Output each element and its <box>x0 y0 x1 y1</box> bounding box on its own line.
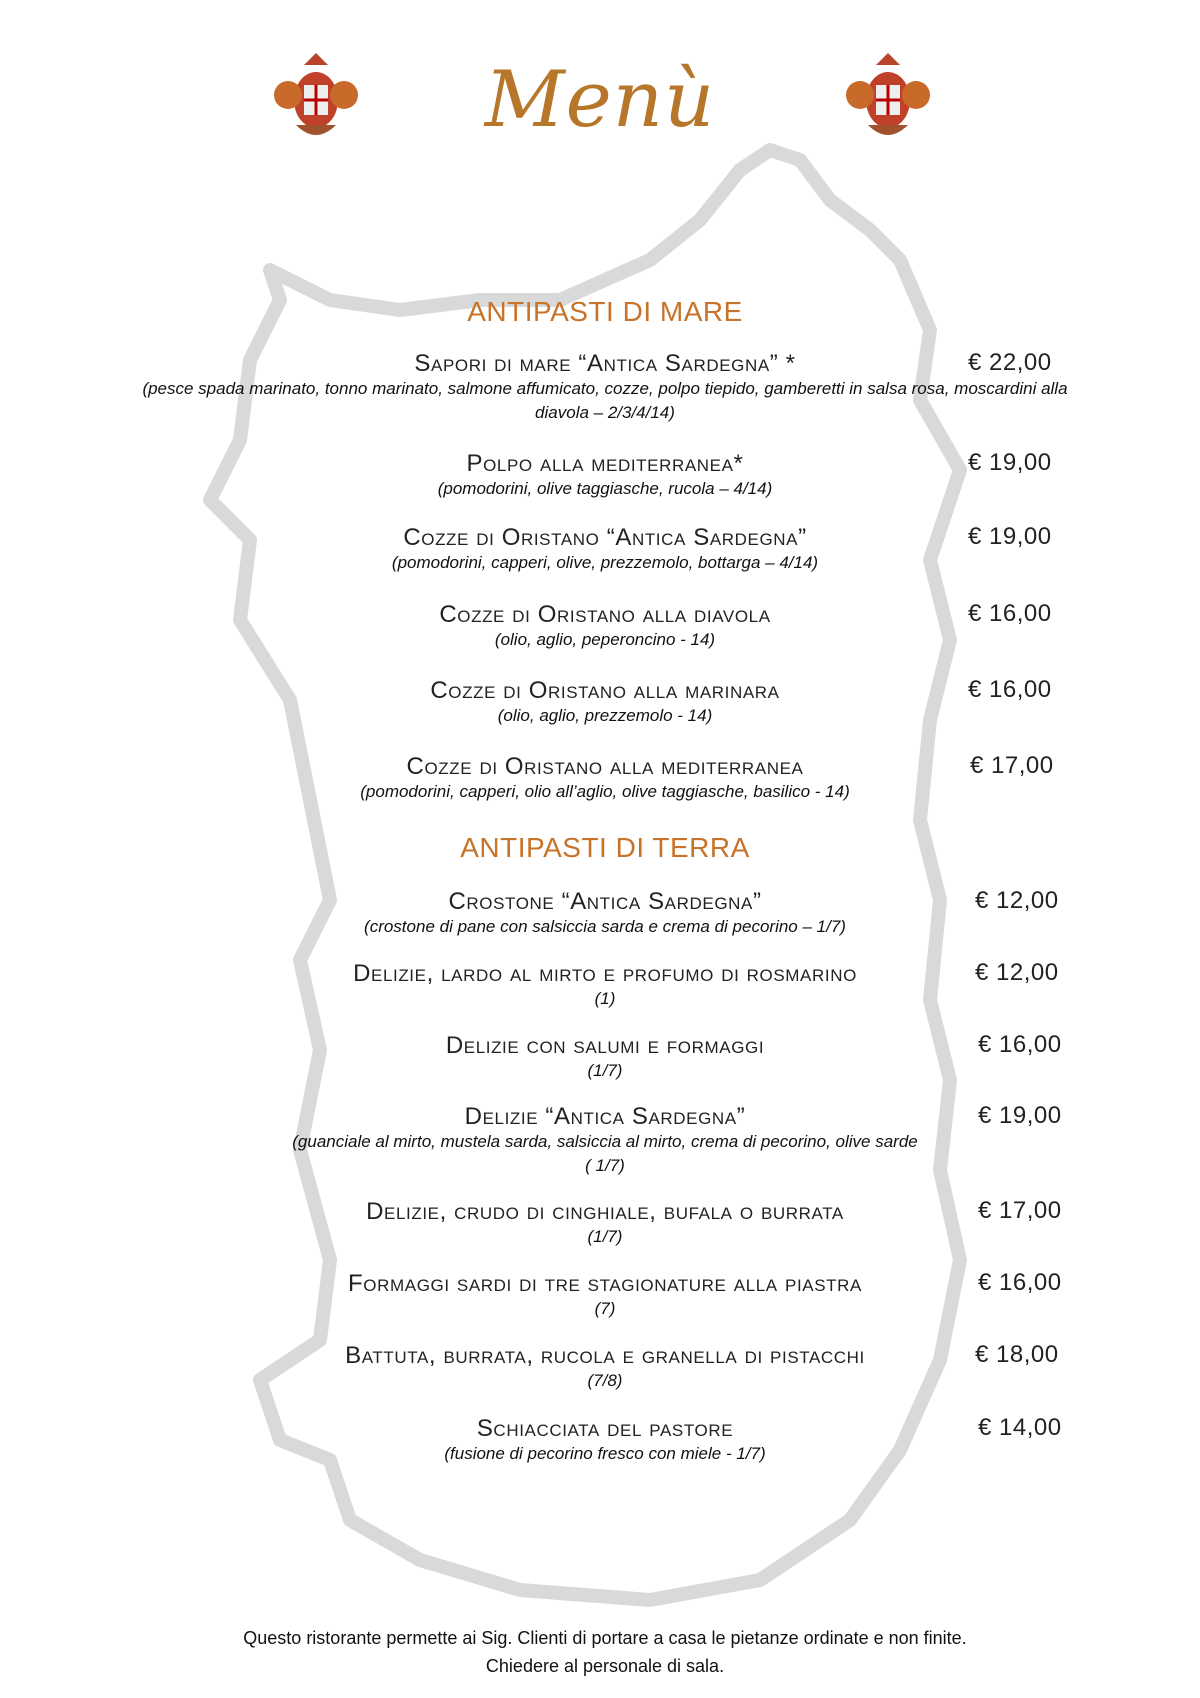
dish-name: Cozze di Oristano alla mediterranea <box>406 753 804 780</box>
dish-description: (pomodorini, capperi, olive, prezzemolo, bottarga – 4/14) <box>391 553 819 572</box>
dish-name: Delizie con salumi e formaggi <box>445 1032 765 1059</box>
dish-name: Cozze di Oristano alla marinara <box>430 677 780 704</box>
dish-name: Schiacciata del pastore <box>476 1415 734 1442</box>
dish-description: (7) <box>594 1299 616 1318</box>
dish-description: (1/7) <box>587 1061 623 1080</box>
dish-price: € 14,00 <box>978 1414 1062 1441</box>
footer-note: Chiedere al personale di sala. <box>485 1656 725 1676</box>
footer-note: Questo ristorante permette ai Sig. Clienti di portare a casa le pietanze ordinate e non finite. <box>243 1628 967 1648</box>
dish-description: (pomodorini, olive taggiasche, rucola – 4/14) <box>437 479 773 498</box>
dish-price: € 12,00 <box>975 959 1059 986</box>
dish-price: € 16,00 <box>978 1031 1062 1058</box>
dish-description: (olio, aglio, peperoncino - 14) <box>494 630 716 649</box>
dish-name: Sapori di mare “Antica Sardegna” * <box>414 350 796 377</box>
dish-description: (pesce spada marinato, tonno marinato, salmone affumicato, cozze, polpo tiepido, gamberetti in salsa rosa, moscardini alla <box>142 379 1068 398</box>
dish-description: diavola – 2/3/4/14) <box>535 403 675 422</box>
dish-name: Delizie, crudo di cinghiale, bufala o burrata <box>366 1198 844 1225</box>
dish-price: € 19,00 <box>978 1102 1062 1129</box>
dish-name: Crostone “Antica Sardegna” <box>448 888 762 915</box>
dish-description: (1) <box>594 989 616 1008</box>
dish-name: Formaggi sardi di tre stagionature alla piastra <box>348 1270 862 1297</box>
dish-price: € 17,00 <box>978 1197 1062 1224</box>
dish-price: € 17,00 <box>970 752 1054 779</box>
dish-price: € 22,00 <box>968 349 1052 376</box>
dish-description: (7/8) <box>587 1371 623 1390</box>
dish-name: Cozze di Oristano alla diavola <box>439 601 771 628</box>
dish-price: € 16,00 <box>968 676 1052 703</box>
dish-description: (fusione di pecorino fresco con miele - 1/7) <box>444 1444 766 1463</box>
dish-price: € 18,00 <box>975 1341 1059 1368</box>
dish-name: Polpo alla mediterranea* <box>466 450 744 477</box>
dish-description: ( 1/7) <box>585 1156 625 1175</box>
dish-description: (olio, aglio, prezzemolo - 14) <box>497 706 713 725</box>
dish-price: € 12,00 <box>975 887 1059 914</box>
dish-name: Cozze di Oristano “Antica Sardegna” <box>403 524 807 551</box>
dish-price: € 16,00 <box>978 1269 1062 1296</box>
section-heading: ANTIPASTI DI TERRA <box>460 832 750 863</box>
dish-price: € 16,00 <box>968 600 1052 627</box>
menu-title: Menù <box>484 55 716 145</box>
dish-description: (crostone di pane con salsiccia sarda e crema di pecorino – 1/7) <box>364 917 846 936</box>
dish-name: Delizie, lardo al mirto e profumo di rosmarino <box>353 960 857 987</box>
section-heading: ANTIPASTI DI MARE <box>467 296 743 327</box>
dish-name: Delizie “Antica Sardegna” <box>464 1103 746 1130</box>
dish-price: € 19,00 <box>968 523 1052 550</box>
dish-description: (guanciale al mirto, mustela sarda, salsiccia al mirto, crema di pecorino, olive sarde <box>292 1132 918 1151</box>
dish-name: Battuta, burrata, rucola e granella di pistacchi <box>345 1342 865 1369</box>
dish-description: (1/7) <box>587 1227 623 1246</box>
dish-price: € 19,00 <box>968 449 1052 476</box>
dish-description: (pomodorini, capperi, olio all’aglio, olive taggiasche, basilico - 14) <box>360 782 850 801</box>
